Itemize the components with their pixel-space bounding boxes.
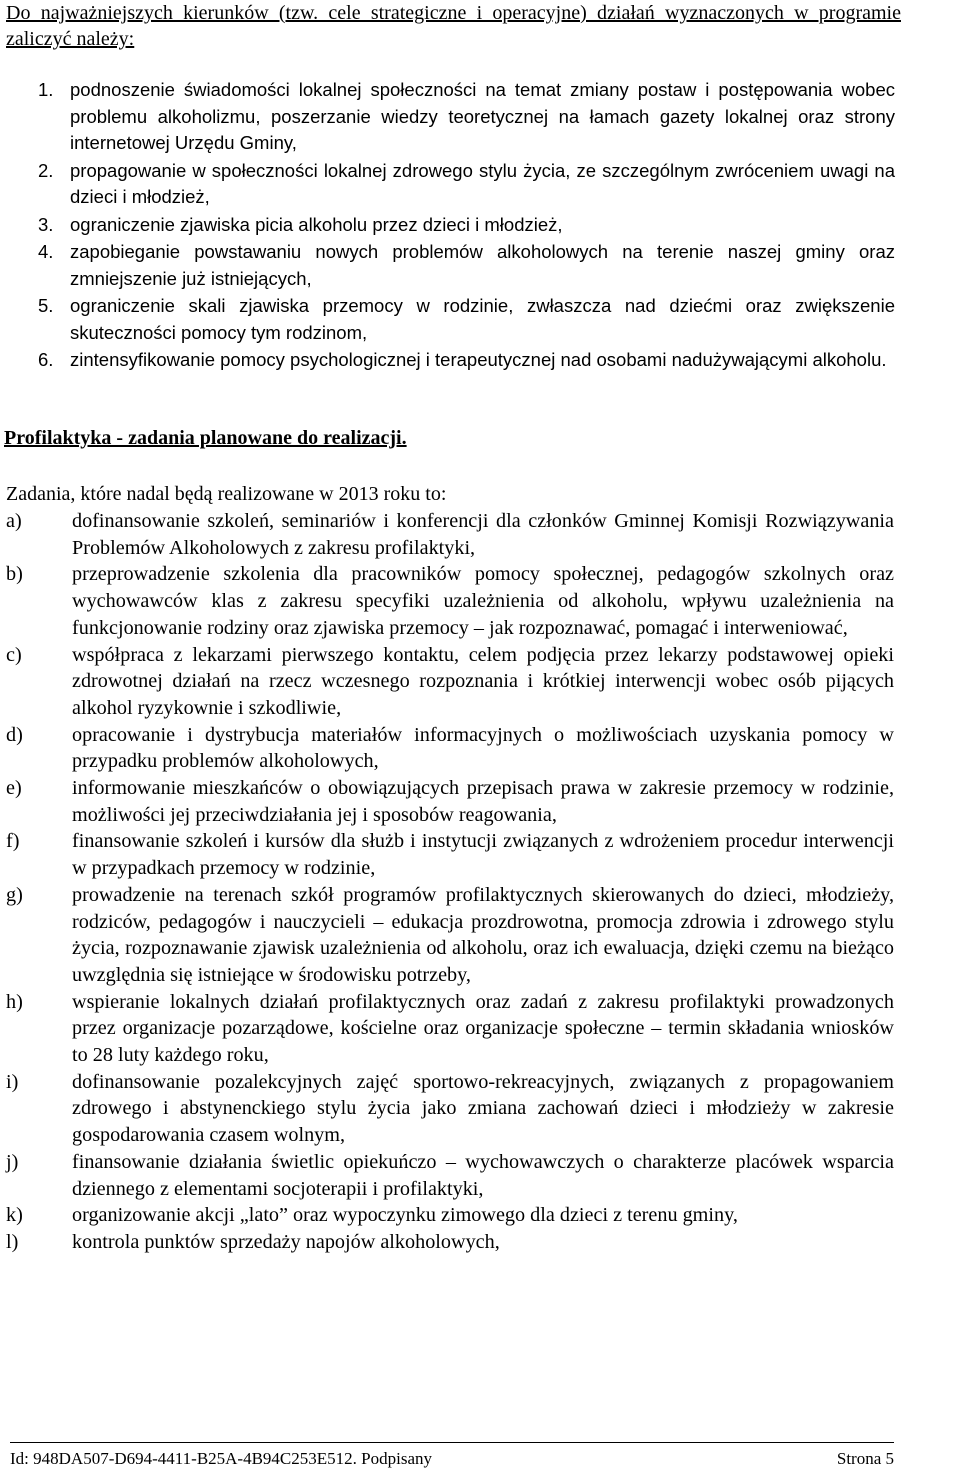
list-item [6, 775, 894, 828]
list-item [38, 293, 895, 346]
item-text: dofinansowanie pozalekcyjnych zajęć sportowo-rekreacyjnych, związanych z propagowaniem zdrowego i abstynenckiego stylu życia jako zmiana zachowań dzieci i młodzieży w zakresie gospodarowania czasem wolnym, [72, 1070, 894, 1147]
item-number: 6. [38, 349, 54, 370]
item-number: 5. [38, 295, 54, 316]
item-label: f) [6, 830, 20, 853]
item-text: przeprowadzenie szkolenia dla pracowników pomocy społecznej, pedagogów szkolnych oraz wychowawców klas z zakresu specyfiki uzależnienia od alkoholu, wpływu uzależnienia na funkcjonowanie rodziny oraz zjawiska przemocy – jak rozpoznawać, pomagać i interweniować, [72, 563, 894, 639]
item-label: k) [6, 1204, 23, 1227]
item-text: zapobieganie powstawaniu nowych problemów alkoholowych na terenie naszej gminy oraz zmniejszenie już istniejących, [70, 241, 895, 289]
list-item [6, 722, 894, 775]
list-item [6, 642, 894, 722]
page-number: Strona 5 [836, 1449, 894, 1468]
goals-list [38, 77, 895, 374]
item-label: g) [6, 883, 23, 906]
item-label: a) [6, 510, 22, 532]
list-item [6, 1149, 894, 1202]
item-text: ograniczenie skali zjawiska przemocy w rodzinie, zwłaszcza nad dziećmi oraz zwiększenie skuteczności pomocy tym rodzinom, [70, 295, 895, 343]
list-item [6, 1069, 894, 1149]
item-text: ograniczenie zjawiska picia alkoholu przez dzieci i młodzież, [70, 213, 563, 235]
item-text: finansowanie szkoleń i kursów dla służb i instytucji związanych z wdrożeniem procedur interwencji w przypadkach przemocy w rodzinie, [72, 830, 894, 880]
list-item [38, 158, 895, 211]
item-text: organizowanie akcji „lato” oraz wypoczynku zimowego dla dzieci z terenu gminy, [72, 1204, 738, 1227]
list-item [6, 989, 894, 1069]
item-text: współpraca z lekarzami pierwszego kontaktu, celem podjęcia przez lekarzy podstawowej opieki zdrowotnej działań na rzecz wczesnego rozpoznania i krótkiej interwencji wobec osób pijących alkohol ryzykownie i szkodliwie, [72, 643, 894, 719]
tasks-list [6, 508, 894, 1256]
list-item [38, 212, 895, 239]
item-text: kontrola punktów sprzedaży napojów alkoholowych, [72, 1230, 500, 1253]
list-item [38, 347, 895, 374]
item-number: 3. [38, 213, 54, 235]
list-item [6, 1229, 894, 1256]
item-text: zintensyfikowanie pomocy psychologicznej i terapeutycznej nad osobami nadużywającymi alkoholu. [70, 349, 887, 370]
list-item [6, 508, 894, 561]
item-label: i) [6, 1070, 19, 1093]
list-item [6, 828, 894, 881]
item-number: 2. [38, 159, 54, 181]
list-item [38, 77, 895, 157]
item-number: 1. [38, 79, 54, 100]
page-footer [10, 1442, 894, 1471]
section-heading: Profilaktyka - zadania planowane do realizacji. [4, 427, 407, 449]
list-item [6, 1202, 894, 1229]
item-label: d) [6, 723, 23, 746]
item-label: c) [6, 643, 22, 666]
document-id: Id: 948DA507-D694-4411-B25A-4B94C253E512. Podpisany [10, 1449, 432, 1468]
item-label: j) [6, 1150, 19, 1173]
item-text: prowadzenie na terenach szkół programów profilaktycznych skierowanych do dzieci, młodzieży, rodziców, pedagogów i nauczycieli – edukacja prozdrowotna, promocja zdrowia i zdrowego stylu życia, rozpoznawanie zjawisk uzależnienia od alkoholu, oraz ich ewaluacja, dzięki czemu na bieżąco uwzględnia się istniejące w środowisku potrzeby, [72, 883, 894, 986]
item-text: finansowanie działania świetlic opiekuńczo – wychowawczych o charakterze placówek wsparcia dziennego z elementami socjoterapii i profilaktyki, [72, 1150, 894, 1200]
item-text: propagowanie w społeczności lokalnej zdrowego stylu życia, ze szczególnym zwróceniem uwagi na dzieci i młodzież, [70, 159, 895, 207]
item-text: informowanie mieszkańców o obowiązujących przepisach prawa w zakresie przemocy w rodzinie, możliwości jej przeciwdziałania jej i sposobów reagowania, [72, 777, 894, 826]
list-item [6, 561, 894, 641]
item-text: dofinansowanie szkoleń, seminariów i konferencji dla członków Gminnej Komisji Rozwiązywania Problemów Alkoholowych z zakresu profilaktyki, [72, 510, 894, 559]
item-text: wspieranie lokalnych działań profilaktycznych oraz zadań z zakresu profilaktyki prowadzonych przez organizacje pozarządowe, kościelne oraz organizacje społeczne – termin składania wniosków to 28 luty każdego roku, [72, 990, 894, 1067]
item-text: podnoszenie świadomości lokalnej społeczności na temat zmiany postaw i postępowania wobec problemu alkoholizmu, poszerzanie wiedzy teoretycznej na łamach gazety lokalnej oraz strony internetowej Urzędu Gminy, [70, 79, 895, 153]
item-text: opracowanie i dystrybucja materiałów informacyjnych o możliwościach uzyskania pomocy w przypadku problemów alkoholowych, [72, 723, 894, 773]
tasks-intro: Zadania, które nadal będą realizowane w 2013 roku to: [6, 483, 447, 505]
item-label: l) [6, 1230, 19, 1253]
intro-paragraph [6, 0, 901, 52]
item-label: b) [6, 563, 23, 586]
item-label: h) [6, 990, 23, 1013]
item-label: e) [6, 777, 22, 800]
list-item [6, 882, 894, 989]
intro-text: Do najważniejszych kierunków (tzw. cele strategiczne i operacyjne) działań wyznaczonych w programie zaliczyć należy: [6, 2, 901, 50]
list-item [38, 239, 895, 292]
item-number: 4. [38, 241, 54, 262]
